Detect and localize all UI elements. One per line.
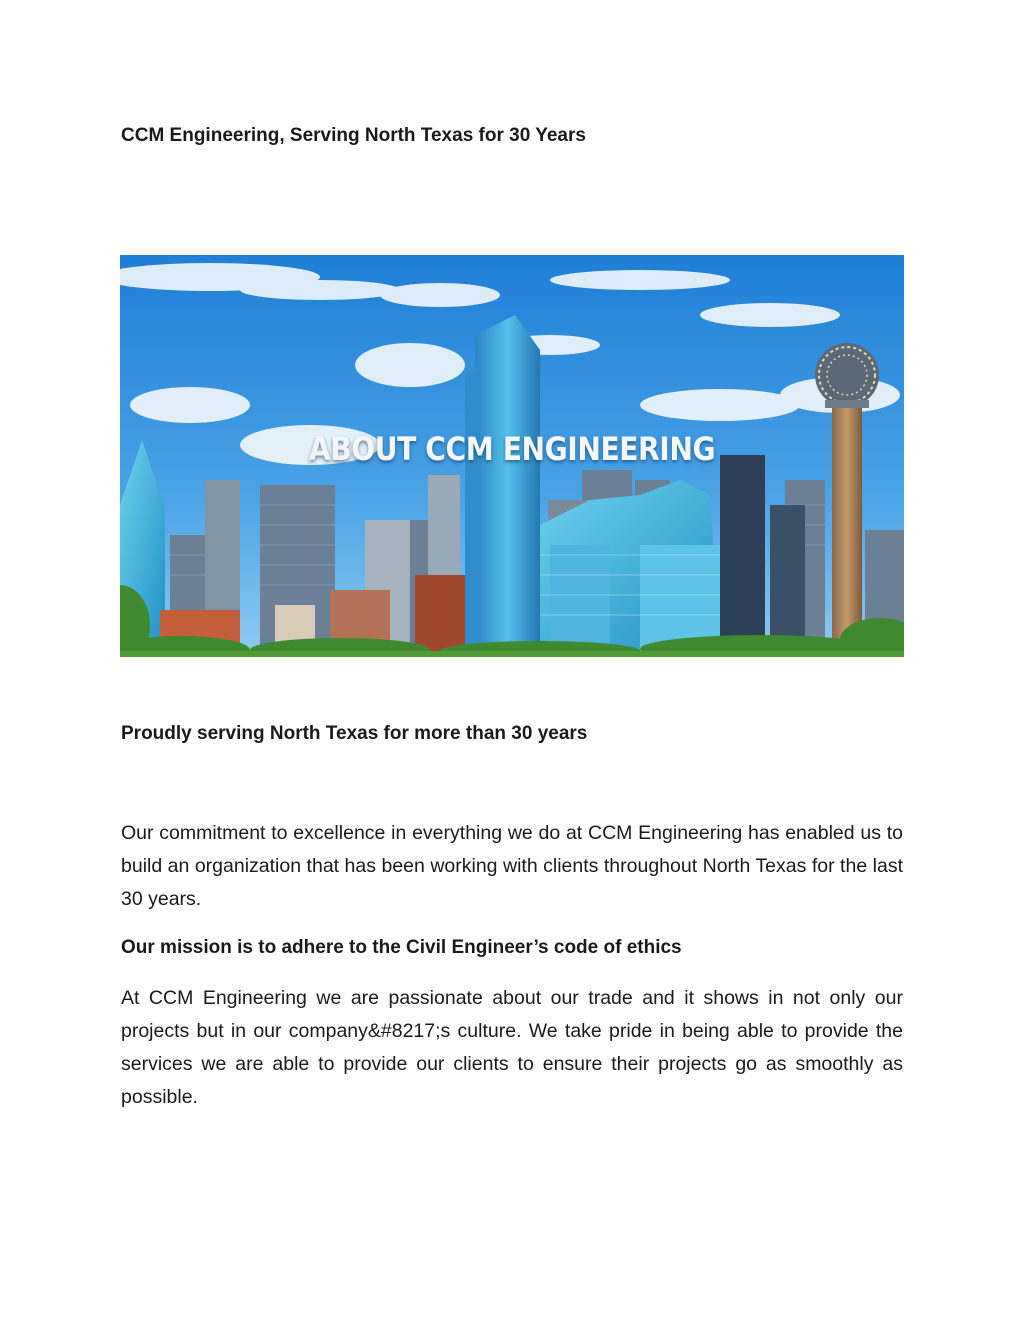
document-title: CCM Engineering, Serving North Texas for 30 Years [121,125,586,146]
paragraph-intro: Our commitment to excellence in everything we do at CCM Engineering has enabled us to build an organization that has been working with clients throughout North Texas for the last 30 years. [121,822,903,910]
paragraph-culture: At CCM Engineering we are passionate about our trade and it shows in not only our projects but in our company&#8217;s culture. We take pride in being able to provide the services we are able to provide our clients to ensure their projects go as smoothly as possible. [121,987,903,1108]
hero-image [120,255,904,657]
section-heading: Proudly serving North Texas for more than 30 years [121,723,588,744]
mission-heading: Our mission is to adhere to the Civil Engineer’s code of ethics [121,937,682,958]
hero-caption: ABOUT CCM ENGINEERING [308,430,716,468]
